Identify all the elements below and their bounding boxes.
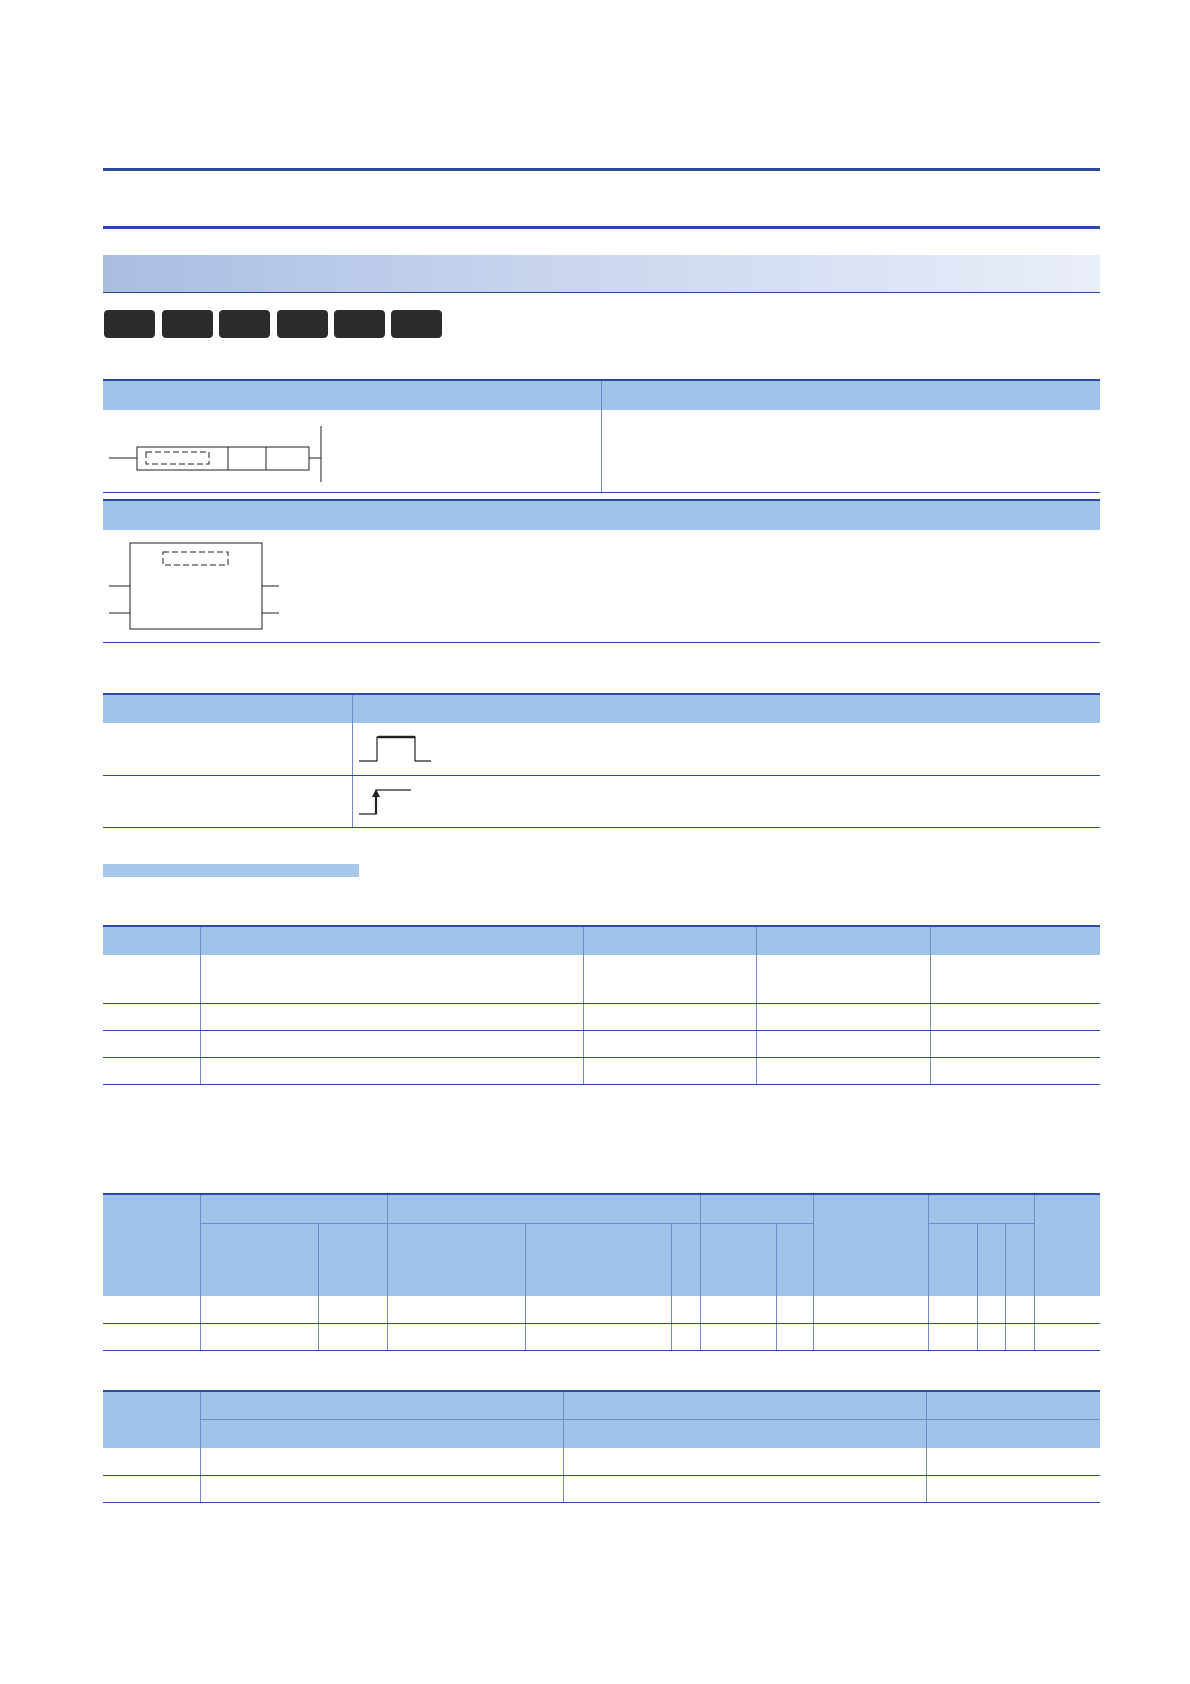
device-group-header xyxy=(928,1194,1034,1223)
table-cell xyxy=(700,1296,776,1323)
table-cell xyxy=(200,1323,318,1350)
table-cell xyxy=(103,1030,200,1057)
table-cell xyxy=(756,1003,930,1030)
device-subheader xyxy=(1005,1223,1034,1296)
table-cell xyxy=(1034,1296,1100,1323)
table-cell xyxy=(756,1057,930,1084)
cpu-badge xyxy=(334,310,385,338)
table-cell xyxy=(563,1448,926,1475)
st-header xyxy=(601,380,1100,410)
table-cell xyxy=(200,1296,318,1323)
table-cell xyxy=(103,1296,200,1323)
device-subheader xyxy=(200,1223,318,1296)
table-cell xyxy=(1034,1323,1100,1350)
cpu-badge xyxy=(391,310,442,338)
table-cell xyxy=(200,1030,583,1057)
table-cell xyxy=(926,1448,1100,1475)
param-subheader xyxy=(926,1419,1100,1448)
device-group-header xyxy=(700,1194,813,1223)
device-group-header xyxy=(387,1194,700,1223)
table-cell xyxy=(583,1057,756,1084)
range-header xyxy=(583,926,756,955)
device-group-header xyxy=(1034,1194,1100,1296)
table-cell xyxy=(926,1475,1100,1502)
operand-table xyxy=(103,925,1100,1085)
device-subheader xyxy=(700,1223,776,1296)
table-cell xyxy=(103,1323,200,1350)
table-cell xyxy=(103,1003,200,1030)
cpu-badge xyxy=(104,310,155,338)
table-cell xyxy=(930,1057,1100,1084)
subsection-heading-bar xyxy=(103,864,359,877)
operand-header xyxy=(103,1391,200,1448)
param-header xyxy=(563,1391,926,1419)
instruction-cell xyxy=(103,723,352,775)
table-cell xyxy=(387,1323,525,1350)
table-cell xyxy=(103,1057,200,1084)
param-subheader xyxy=(200,1419,563,1448)
top-rule xyxy=(103,168,1100,171)
ladder-cell xyxy=(103,410,601,492)
cpu-badge xyxy=(162,310,213,338)
table-cell xyxy=(387,1296,525,1323)
applicable-devices-table xyxy=(103,1193,1100,1351)
param-header xyxy=(200,1391,563,1419)
fbd-table xyxy=(103,499,1100,643)
table-cell xyxy=(103,1448,200,1475)
data-type-label-header xyxy=(930,926,1100,955)
table-cell xyxy=(103,1475,200,1502)
table-cell xyxy=(103,955,200,1003)
table-cell xyxy=(583,955,756,1003)
instruction-cell xyxy=(103,775,352,827)
device-subheader xyxy=(977,1223,1005,1296)
table-cell xyxy=(1005,1323,1034,1350)
ladder-diagram xyxy=(109,420,339,482)
table-cell xyxy=(776,1323,813,1350)
table-cell xyxy=(563,1475,926,1502)
table-cell xyxy=(525,1323,671,1350)
table-cell xyxy=(930,955,1100,1003)
table-cell xyxy=(930,1030,1100,1057)
operand-header xyxy=(103,1194,200,1296)
table-cell xyxy=(813,1323,928,1350)
cpu-badge xyxy=(277,310,328,338)
execution-condition-table xyxy=(103,693,1100,828)
param-subheader xyxy=(563,1419,926,1448)
operand-header xyxy=(103,926,200,955)
device-group-header xyxy=(200,1194,387,1223)
execution-condition-cell xyxy=(352,775,1100,827)
table-cell xyxy=(318,1296,387,1323)
device-group-header xyxy=(813,1194,928,1296)
table-cell xyxy=(1005,1296,1034,1323)
device-subheader xyxy=(671,1223,700,1296)
device-subheader xyxy=(318,1223,387,1296)
table-cell xyxy=(977,1296,1005,1323)
table-cell xyxy=(756,1030,930,1057)
execution-condition-cell xyxy=(352,723,1100,775)
section-heading-banner xyxy=(103,255,1100,293)
device-subheader xyxy=(776,1223,813,1296)
device-subheader xyxy=(928,1223,977,1296)
table-cell xyxy=(930,1003,1100,1030)
syntax-table xyxy=(103,379,1100,493)
pulse-on-icon xyxy=(359,733,439,767)
table-cell xyxy=(928,1323,977,1350)
table-cell xyxy=(200,1475,563,1502)
table-cell xyxy=(583,1003,756,1030)
table-cell xyxy=(700,1323,776,1350)
table-cell xyxy=(813,1296,928,1323)
ladder-header xyxy=(103,380,601,410)
table-cell xyxy=(928,1296,977,1323)
table-cell xyxy=(200,1003,583,1030)
table-cell xyxy=(318,1323,387,1350)
table-cell xyxy=(200,1448,563,1475)
table-cell xyxy=(671,1323,700,1350)
table-cell xyxy=(977,1323,1005,1350)
st-cell xyxy=(601,410,1100,492)
parameter-table xyxy=(103,1390,1100,1503)
table-cell xyxy=(583,1030,756,1057)
table-cell xyxy=(200,955,583,1003)
data-type-header xyxy=(756,926,930,955)
param-header xyxy=(926,1391,1100,1419)
table-cell xyxy=(776,1296,813,1323)
table-cell xyxy=(525,1296,671,1323)
device-subheader xyxy=(525,1223,671,1296)
rising-edge-icon xyxy=(359,786,439,820)
title-bottom-rule xyxy=(103,226,1100,229)
fbd-header xyxy=(103,500,1100,530)
fbd-diagram xyxy=(109,538,289,638)
description-header xyxy=(200,926,583,955)
table-cell xyxy=(756,955,930,1003)
instruction-header xyxy=(103,694,352,723)
cpu-badge xyxy=(219,310,270,338)
device-subheader xyxy=(387,1223,525,1296)
fbd-cell xyxy=(103,530,1100,642)
table-cell xyxy=(200,1057,583,1084)
execution-condition-header xyxy=(352,694,1100,723)
table-cell xyxy=(671,1296,700,1323)
